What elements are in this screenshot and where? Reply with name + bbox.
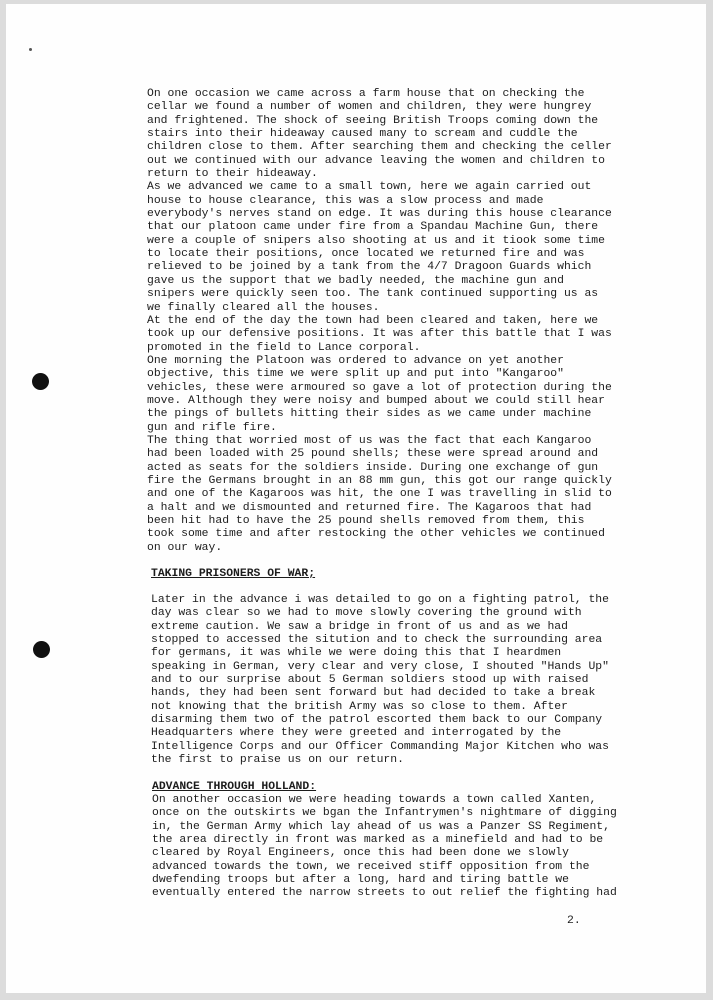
text-line: stairs into their hideaway caused many to scream and cuddle the	[147, 128, 578, 141]
text-line: we finally cleared all the houses.	[147, 301, 380, 314]
text-line: house to house clearance, this was a slow process and made	[147, 194, 544, 207]
text-line: speaking in German, very clear and very close, I shouted "Hands Up"	[151, 660, 609, 673]
body-text-block-3	[152, 794, 652, 901]
section-heading-advance-through-holland: ADVANCE THROUGH HOLLAND:	[152, 781, 317, 793]
text-line: relieved to be joined by a tank from the 4/7 Dragoon Guards which	[147, 261, 592, 274]
text-line: everybody's nerves stand on edge. It was during this house clearance	[147, 208, 612, 221]
document-page	[6, 4, 706, 993]
text-line: the first to praise us on our return.	[151, 754, 404, 767]
section-heading-prisoners-of-war: TAKING PRISONERS OF WAR;	[151, 568, 316, 580]
text-line: stopped to accessed the sitution and to check the surrounding area	[151, 634, 603, 647]
text-line: hands, they had been sent forward but had decided to take a break	[151, 687, 596, 700]
body-text-block-1	[147, 88, 647, 555]
text-line: One morning the Platoon was ordered to advance on yet another	[147, 354, 564, 367]
text-line: cleared by Royal Engineers, once this had been done we slowly	[152, 847, 569, 860]
text-line: the pings of bullets hitting their sides as we came under machine	[147, 408, 592, 421]
page-number: 2.	[567, 915, 581, 927]
text-line: had been loaded with 25 pound shells; these were spread around and	[147, 448, 599, 461]
text-line: a halt and we dismounted and returned fire. The Kagaroos that had	[147, 501, 592, 514]
text-line: out we continued with our advance leaving the women and children to	[147, 154, 605, 167]
body-text-block-2	[151, 594, 651, 767]
text-line: the area directly in front was marked as a minefield and had to be	[152, 834, 604, 847]
text-line: As we advanced we came to a small town, here we again carried out	[147, 181, 592, 194]
text-line: gun and rifle fire.	[147, 421, 277, 434]
text-line: were a couple of snipers also shooting at us and it tiook some time	[147, 234, 605, 247]
text-line: and one of the Kagaroos was hit, the one I was travelling in slid to	[147, 488, 612, 501]
text-line: took up our defensive positions. It was after this battle that I was	[147, 328, 612, 341]
text-line: promoted in the field to Lance corporal.	[147, 341, 421, 354]
text-line: Later in the advance i was detailed to go on a fighting patrol, the	[151, 594, 609, 606]
text-line: dwefending troops but after a long, hard and tiring battle we	[152, 874, 569, 887]
text-line: for germans, it was while we were doing this that I heardmen	[151, 647, 562, 660]
text-line: snipers were quickly seen too. The tank continued supporting us as	[147, 288, 599, 301]
text-line: extreme caution. We saw a bridge in front of us and as we had	[151, 620, 568, 633]
text-line: The thing that worried most of us was the fact that each Kangaroo	[147, 434, 592, 447]
text-line: and to our surprise about 5 German soldiers stood up with raised	[151, 674, 589, 687]
text-line: once on the outskirts we bgan the Infantrymen's nightmare of digging	[152, 807, 617, 820]
text-line: move. Although they were noisy and bumped about we could still hear	[147, 394, 605, 407]
text-line: vehicles, these were armoured so gave a lot of protection during the	[147, 381, 612, 394]
text-line: that our platoon came under fire from a Spandau Machine Gun, there	[147, 221, 599, 234]
text-line: on our way.	[147, 541, 223, 554]
text-line: acted as seats for the soldiers inside. During one exchange of gun	[147, 461, 599, 474]
text-line: to locate their positions, once located we returned fire and was	[147, 248, 585, 261]
text-line: advanced towards the town, we received stiff opposition from the	[152, 860, 590, 873]
text-line: children close to them. After searching them and checking the celler	[147, 141, 612, 154]
text-line: disarming them two of the patrol escorted them back to our Company	[151, 714, 603, 727]
punch-hole-bottom	[33, 641, 50, 658]
text-line: At the end of the day the town had been cleared and taken, here we	[147, 314, 599, 327]
text-line: objective, this time we were split up and put into "Kangaroo"	[147, 368, 564, 381]
text-line: gave us the support that we badly needed, the machine gun and	[147, 274, 564, 287]
text-line: On one occasion we came across a farm house that on checking the	[147, 88, 585, 100]
text-line: cellar we found a number of women and children, they were hungrey	[147, 101, 592, 114]
punch-hole-top	[32, 373, 49, 390]
text-line: not knowing that the british Army was so close to them. After	[151, 700, 568, 713]
text-line: Headquarters where they were greeted and interrogated by the	[151, 727, 562, 740]
text-line: fire the Germans brought in an 88 mm gun, this got our range quickly	[147, 474, 612, 487]
text-line: and frightened. The shock of seeing British Troops coming down the	[147, 114, 599, 127]
text-line: day was clear so we had to move slowly covering the ground with	[151, 607, 582, 620]
paper-speck	[29, 48, 32, 51]
text-line: Intelligence Corps and our Officer Commanding Major Kitchen who was	[151, 740, 609, 753]
text-line: in, the German Army which lay ahead of us was a Panzer SS Regiment,	[152, 820, 610, 833]
text-line: return to their hideaway.	[147, 168, 318, 181]
text-line: been hit had to have the 25 pound shells removed from them, this	[147, 515, 585, 527]
text-line: On another occasion we were heading towards a town called Xanten,	[152, 794, 597, 806]
text-line: took some time and after restocking the other vehicles we continued	[147, 528, 605, 541]
text-line: eventually entered the narrow streets to out relief the fighting had	[152, 887, 617, 900]
